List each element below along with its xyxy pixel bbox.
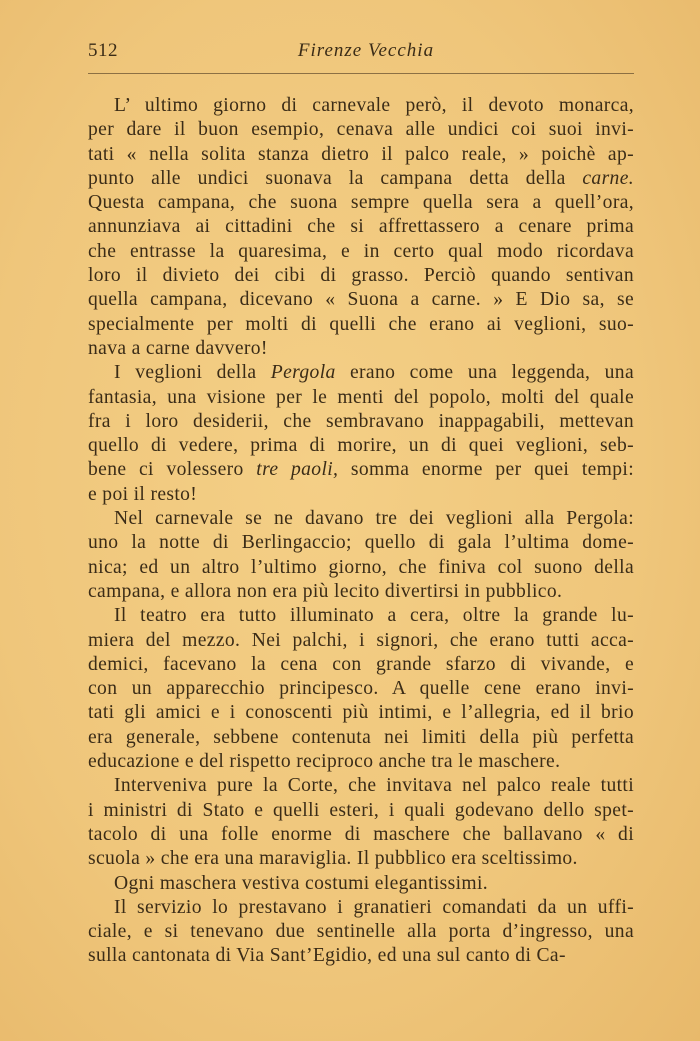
text-line: I veglioni della Pergola erano come una leggenda, una <box>114 362 634 384</box>
paragraph <box>88 872 634 896</box>
text-line: miera del mezzo. Nei palchi, i signori, che erano tutti acca- <box>88 629 634 651</box>
paragraph <box>88 507 634 604</box>
text-line: Interveniva pure la Corte, che invitava nel palco reale tutti <box>114 775 634 797</box>
text-line: per dare il buon esempio, cenava alle undici coi suoi invi- <box>88 119 634 141</box>
running-title: Firenze Vecchia <box>297 40 435 61</box>
paragraph <box>88 896 634 969</box>
text-line: nica; ed un altro l’ultimo giorno, che finiva col suono della <box>88 556 634 578</box>
text-line: sulla cantonata di Via Sant’Egidio, ed una sul canto di Ca- <box>88 945 566 967</box>
text-line: Il servizio lo prestavano i granatieri comandati da un uffi- <box>114 896 634 918</box>
text-line: Nel carnevale se ne davano tre dei veglioni alla Pergola: <box>114 508 634 530</box>
book-page <box>88 40 634 969</box>
paragraph <box>88 604 634 774</box>
text-line: annunziava ai cittadini che si affrettassero a cenare prima <box>88 216 634 238</box>
text-line: bene ci volessero tre paoli, somma enorme per quei tempi: <box>88 459 634 481</box>
text-line: loro il divieto dei cibi di grasso. Perciò quando sentivan <box>88 265 634 287</box>
page-number: 512 <box>88 40 118 61</box>
paragraph <box>88 774 634 871</box>
text-line: demici, facevano la cena con grande sfarzo di vivande, e <box>88 653 634 675</box>
text-line: quella campana, dicevano « Suona a carne. » E Dio sa, se <box>88 289 634 311</box>
text-line: fantasia, una visione per le menti del popolo, molti del quale <box>88 386 634 408</box>
text-line: Questa campana, che suona sempre quella sera a quell’ora, <box>88 192 634 214</box>
text-line: quello di vedere, prima di morire, un di quei veglioni, seb- <box>88 435 634 457</box>
body-text <box>88 94 634 969</box>
text-line: uno la notte di Berlingaccio; quello di gala l’ultima dome- <box>88 532 634 554</box>
text-line: fra i loro desiderii, che sembravano inappagabili, mettevan <box>88 410 634 432</box>
text-line: con un apparecchio principesco. A quelle cene erano invi- <box>88 678 634 700</box>
text-line: era generale, sebbene contenuta nei limiti della più perfetta <box>88 726 634 748</box>
paragraph <box>88 361 634 507</box>
text-line: che entrasse la quaresima, e in certo qual modo ricordava <box>88 240 634 262</box>
text-line: Il teatro era tutto illuminato a cera, oltre la grande lu- <box>114 605 634 627</box>
text-line: punto alle undici suonava la campana detta della carne. <box>88 167 634 189</box>
text-line: tacolo di una folle enorme di maschere che ballavano « di <box>88 823 634 845</box>
text-line: tati « nella solita stanza dietro il palco reale, » poichè ap- <box>88 143 634 165</box>
paragraph <box>88 94 634 361</box>
text-line: i ministri di Stato e quelli esteri, i quali godevano dello spet- <box>88 799 634 821</box>
text-line: campana, e allora non era più lecito divertirsi in pubblico. <box>88 580 563 602</box>
text-line: L’ ultimo giorno di carnevale però, il devoto monarca, <box>114 95 634 116</box>
text-line: scuola » che era una maraviglia. Il pubblico era sceltissimo. <box>88 848 578 870</box>
header-rule <box>88 73 634 74</box>
text-line: Ogni maschera vestiva costumi elegantissimi. <box>114 872 488 894</box>
running-header <box>88 40 634 68</box>
text-line: specialmente per molti di quelli che erano ai veglioni, suo- <box>88 313 634 335</box>
text-line: ciale, e si tenevano due sentinelle alla porta d’ingresso, una <box>88 921 634 943</box>
text-line: nava a carne davvero! <box>88 337 268 359</box>
text-line: educazione e del rispetto reciproco anche tra le maschere. <box>88 751 561 773</box>
text-line: tati gli amici e i conoscenti più intimi, e l’allegria, ed il brio <box>88 702 634 724</box>
text-line: e poi il resto! <box>88 483 198 505</box>
